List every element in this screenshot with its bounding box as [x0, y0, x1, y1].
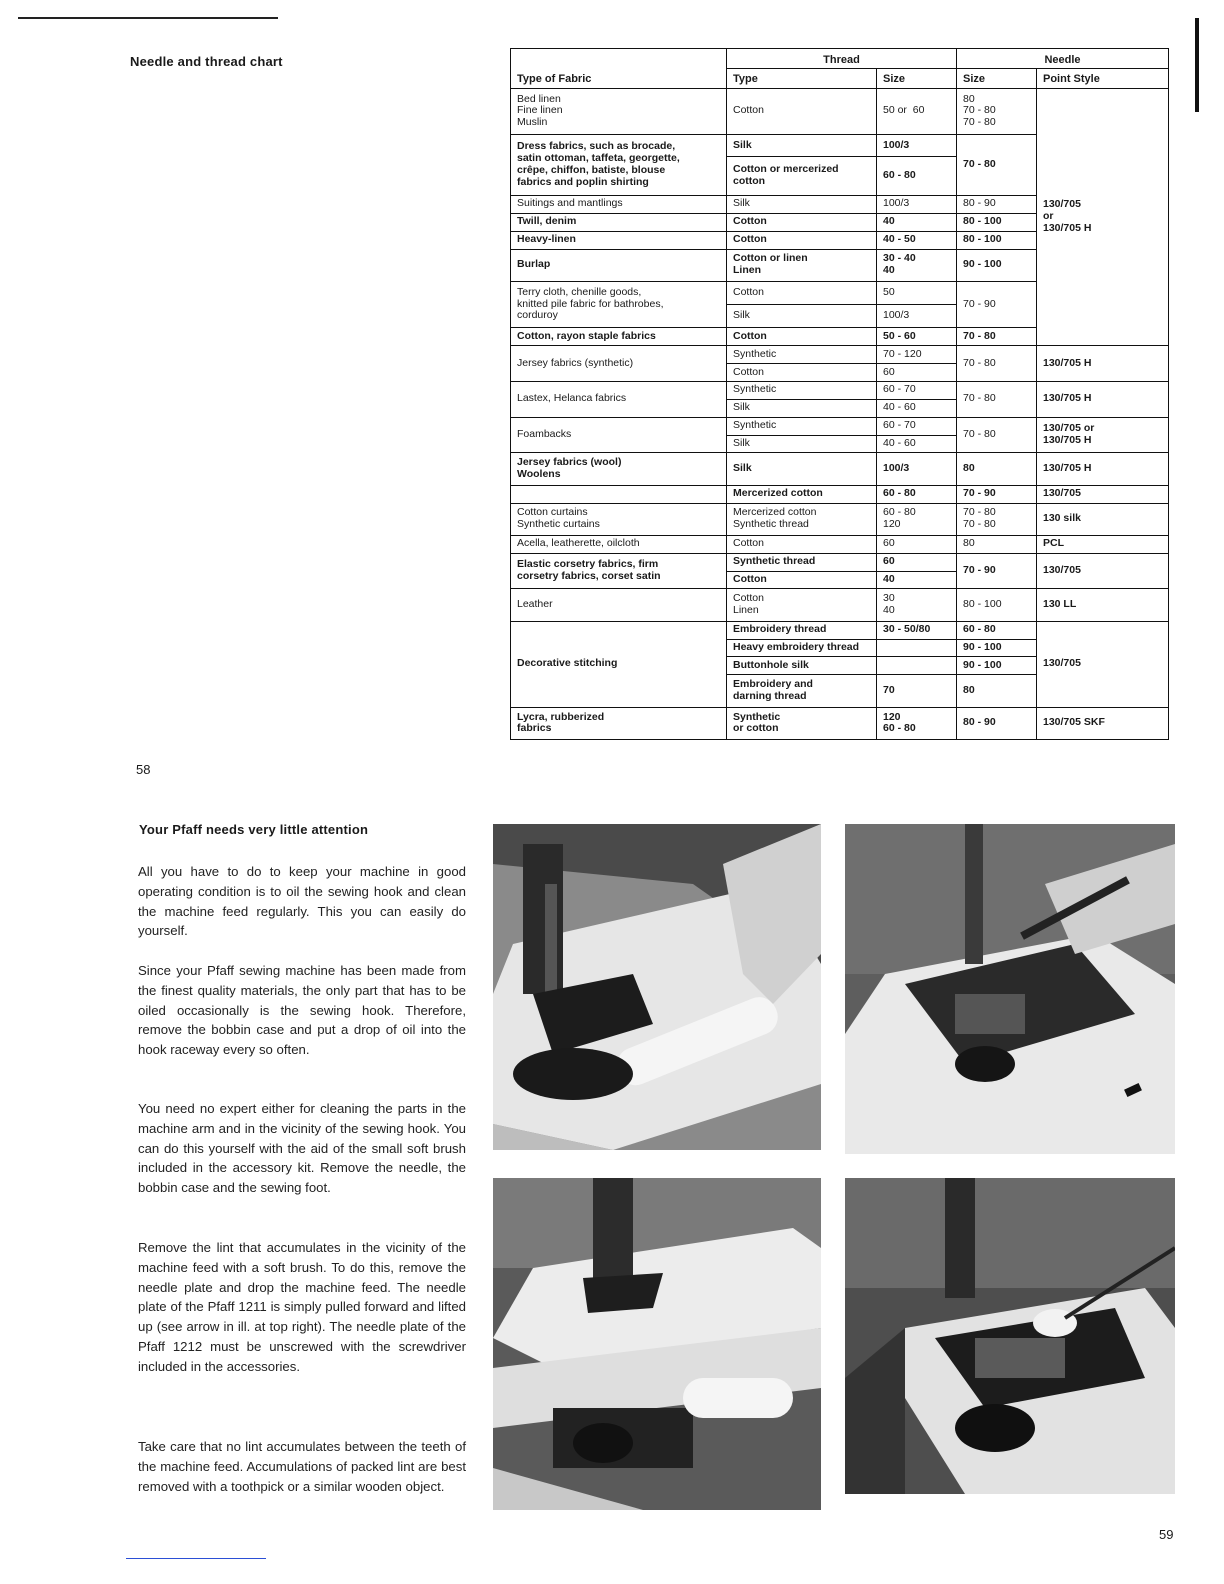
- cell-thread-size: 100/3: [877, 195, 957, 213]
- cell-thread-type: Embroidery thread: [727, 621, 877, 639]
- cell-thread-type: Synthetic: [727, 381, 877, 399]
- cell-thread-size: 100/3: [877, 135, 957, 157]
- cell-thread-size: 60 - 80 120: [877, 503, 957, 535]
- cell-point-style: 130/705 H: [1037, 346, 1169, 382]
- cell-fabric: Twill, denim: [511, 213, 727, 231]
- table-row: [511, 553, 1169, 571]
- cell-thread-size: 40 - 60: [877, 435, 957, 453]
- cell-point-style: 130/705 H: [1037, 381, 1169, 417]
- cell-needle-size: 70 - 80: [957, 381, 1037, 417]
- cell-fabric: Lycra, rubberized fabrics: [511, 707, 727, 739]
- cell-thread-size: 60: [877, 553, 957, 571]
- cell-needle-size: 70 - 80: [957, 417, 1037, 453]
- cell-needle-size: 70 - 90: [957, 281, 1037, 327]
- brushing-machine-feed-photo: [845, 1178, 1175, 1494]
- cell-needle-size: 70 - 80 70 - 80: [957, 503, 1037, 535]
- cell-thread-size: 30 - 40 40: [877, 249, 957, 281]
- header-thread: Thread: [727, 49, 957, 69]
- cell-needle-size: 80: [957, 675, 1037, 707]
- page-edge-bar: [1195, 18, 1199, 112]
- cell-needle-size: 90 - 100: [957, 657, 1037, 675]
- cell-fabric: Foambacks: [511, 417, 727, 453]
- needle-thread-chart: [510, 48, 1169, 740]
- cell-thread-size: 30 40: [877, 589, 957, 621]
- cell-fabric: Lastex, Helanca fabrics: [511, 381, 727, 417]
- cell-thread-type: Synthetic: [727, 346, 877, 364]
- table-row: [511, 707, 1169, 739]
- paragraph-2: Since your Pfaff sewing machine has been made from the finest quality materials, the only part that has to be oiled occasionally is the sewing hook. Therefore, remove the bobbin case and put a drop of oil into the hook raceway every so often.: [138, 963, 466, 1058]
- cell-fabric: Cotton curtains Synthetic curtains: [511, 503, 727, 535]
- cell-thread-type: Silk: [727, 135, 877, 157]
- cell-thread-type: Cotton: [727, 231, 877, 249]
- cell-needle-size: 90 - 100: [957, 249, 1037, 281]
- cell-thread-size: 50: [877, 281, 957, 304]
- table-row: [511, 381, 1169, 399]
- cell-needle-size: 80 - 100: [957, 213, 1037, 231]
- cell-point-style: 130/705: [1037, 621, 1169, 707]
- header-thread-type: Type: [727, 68, 877, 88]
- table-row: [511, 453, 1169, 485]
- chart-title: Needle and thread chart: [130, 54, 283, 69]
- cell-thread-type: Cotton: [727, 213, 877, 231]
- cell-thread-type: Silk: [727, 399, 877, 417]
- cell-fabric: Dress fabrics, such as brocade, satin ottoman, taffeta, georgette, crêpe, chiffon, batiste, blouse fabrics and poplin shirting: [511, 135, 727, 196]
- cell-point-style: 130/705 SKF: [1037, 707, 1169, 739]
- cell-fabric: [511, 485, 727, 503]
- hook-area-with-bobbin-removed-photo: [493, 1178, 821, 1510]
- page-number-right: 59: [1159, 1527, 1174, 1542]
- cell-thread-type: Cotton or linen Linen: [727, 249, 877, 281]
- cell-thread-type: Synthetic thread: [727, 553, 877, 571]
- header-needle: Needle: [957, 49, 1169, 69]
- bottom-rule: [126, 1558, 266, 1559]
- table-row: [511, 417, 1169, 435]
- cell-needle-size: 80: [957, 535, 1037, 553]
- cell-needle-size: 80: [957, 453, 1037, 485]
- cell-fabric: Jersey fabrics (wool) Woolens: [511, 453, 727, 485]
- removing-needle-plate-photo: [845, 824, 1175, 1154]
- section-title: Your Pfaff needs very little attention: [139, 822, 369, 837]
- paragraph-5: Take care that no lint accumulates between the teeth of the machine feed. Accumulations of packed lint are best removed with a toothpick or a similar wooden object.: [138, 1439, 466, 1494]
- paragraph-3: You need no expert either for cleaning the parts in the machine arm and in the vicinity of the sewing hook. You can do this yourself with the aid of the small soft brush included in the accessory kit. Remove the needle, the bobbin case and the sewing foot.: [138, 1101, 466, 1196]
- cell-thread-size: 60 - 70: [877, 417, 957, 435]
- cell-fabric: Leather: [511, 589, 727, 621]
- cell-point-style: 130 silk: [1037, 503, 1169, 535]
- cell-thread-type: Silk: [727, 453, 877, 485]
- header-point-style: Point Style: [1037, 68, 1169, 88]
- cell-thread-type: Buttonhole silk: [727, 657, 877, 675]
- cell-thread-size: 60: [877, 535, 957, 553]
- cell-fabric: Acella, leatherette, oilcloth: [511, 535, 727, 553]
- cell-fabric: Terry cloth, chenille goods, knitted pile fabric for bathrobes, corduroy: [511, 281, 727, 327]
- cell-needle-size: 80 - 90: [957, 707, 1037, 739]
- paragraph-1: All you have to do to keep your machine in good operating condition is to oil the sewing hook and clean the machine feed regularly. This you can easily do yourself.: [138, 864, 466, 939]
- cell-thread-size: 40: [877, 213, 957, 231]
- cell-needle-size: 70 - 90: [957, 553, 1037, 589]
- cell-thread-type: Cotton: [727, 281, 877, 304]
- cell-thread-type: Cotton: [727, 328, 877, 346]
- cell-thread-type: Synthetic: [727, 417, 877, 435]
- cell-thread-size: 30 - 50/80: [877, 621, 957, 639]
- cell-point-style: 130/705: [1037, 485, 1169, 503]
- oiling-sewing-hook-photo: [493, 824, 821, 1150]
- cell-thread-size: 60 - 80: [877, 156, 957, 195]
- cell-needle-size: 80 - 90: [957, 195, 1037, 213]
- paragraph-4: Remove the lint that accumulates in the vicinity of the machine feed with a soft brush. To do this, remove the needle plate and drop the machine feed. The needle plate of the Pfaff 1211 is simply pulled forward and lifted up (see arrow in ill. at top right). The needle plate of the Pfaff 1212 must be unscrewed with the screwdriver included in the accessories.: [138, 1240, 466, 1374]
- cell-thread-size: 50 - 60: [877, 328, 957, 346]
- cell-thread-type: Mercerized cotton: [727, 485, 877, 503]
- cell-point-style: 130/705 H: [1037, 453, 1169, 485]
- cell-needle-size: 80 - 100: [957, 231, 1037, 249]
- cell-thread-size: 60 - 80: [877, 485, 957, 503]
- cell-fabric: Jersey fabrics (synthetic): [511, 346, 727, 382]
- table-row: [511, 535, 1169, 553]
- header-row: [511, 49, 1169, 69]
- cell-needle-size: 70 - 80: [957, 328, 1037, 346]
- cell-thread-type: Cotton: [727, 363, 877, 381]
- cell-thread-type: Silk: [727, 435, 877, 453]
- table-row: [511, 346, 1169, 364]
- header-thread-size: Size: [877, 68, 957, 88]
- table-row: [511, 503, 1169, 535]
- cell-thread-type: Embroidery and darning thread: [727, 675, 877, 707]
- cell-thread-type: Cotton: [727, 535, 877, 553]
- top-rule: [18, 17, 278, 19]
- table-row: [511, 621, 1169, 639]
- cell-fabric: Cotton, rayon staple fabrics: [511, 328, 727, 346]
- cell-thread-size: 50 or 60: [877, 88, 957, 134]
- cell-thread-size: 120 60 - 80: [877, 707, 957, 739]
- cell-thread-size: 60: [877, 363, 957, 381]
- table-row: [511, 485, 1169, 503]
- cell-thread-type: Cotton or mercerized cotton: [727, 156, 877, 195]
- table-row: [511, 589, 1169, 621]
- cell-point-style: 130/705: [1037, 553, 1169, 589]
- cell-thread-size: 40: [877, 571, 957, 589]
- cell-thread-type: Heavy embroidery thread: [727, 639, 877, 657]
- cell-thread-type: Cotton: [727, 571, 877, 589]
- cell-thread-type: Cotton Linen: [727, 589, 877, 621]
- cell-thread-type: Cotton: [727, 88, 877, 134]
- cell-point-style: 130 LL: [1037, 589, 1169, 621]
- page-number-left: 58: [136, 762, 151, 777]
- header-needle-size: Size: [957, 68, 1037, 88]
- cell-fabric: Burlap: [511, 249, 727, 281]
- cell-fabric: Suitings and mantlings: [511, 195, 727, 213]
- cell-thread-size: 70: [877, 675, 957, 707]
- cell-thread-size: [877, 657, 957, 675]
- cell-point-style: 130/705 or 130/705 H: [1037, 417, 1169, 453]
- cell-point-style: PCL: [1037, 535, 1169, 553]
- cell-fabric: Elastic corsetry fabrics, firm corsetry fabrics, corset satin: [511, 553, 727, 589]
- cell-thread-size: 70 - 120: [877, 346, 957, 364]
- table-row: [511, 88, 1169, 134]
- cell-thread-type: Silk: [727, 195, 877, 213]
- cell-thread-type: Silk: [727, 304, 877, 327]
- cell-thread-size: 40 - 60: [877, 399, 957, 417]
- cell-thread-size: 100/3: [877, 453, 957, 485]
- cell-fabric: Bed linen Fine linen Muslin: [511, 88, 727, 134]
- cell-needle-size: 80 - 100: [957, 589, 1037, 621]
- cell-fabric: Heavy-linen: [511, 231, 727, 249]
- cell-thread-size: 40 - 50: [877, 231, 957, 249]
- cell-thread-type: Synthetic or cotton: [727, 707, 877, 739]
- cell-needle-size: 70 - 90: [957, 485, 1037, 503]
- header-type-of-fabric: Type of Fabric: [511, 49, 727, 89]
- cell-needle-size: 70 - 80: [957, 135, 1037, 196]
- cell-thread-type: Mercerized cotton Synthetic thread: [727, 503, 877, 535]
- cell-fabric: Decorative stitching: [511, 621, 727, 707]
- cell-needle-size: 70 - 80: [957, 346, 1037, 382]
- cell-needle-size: 60 - 80: [957, 621, 1037, 639]
- cell-thread-size: 60 - 70: [877, 381, 957, 399]
- cell-point-style: 130/705 or 130/705 H: [1037, 88, 1169, 345]
- cell-needle-size: 80 70 - 80 70 - 80: [957, 88, 1037, 134]
- cell-thread-size: [877, 639, 957, 657]
- cell-thread-size: 100/3: [877, 304, 957, 327]
- cell-needle-size: 90 - 100: [957, 639, 1037, 657]
